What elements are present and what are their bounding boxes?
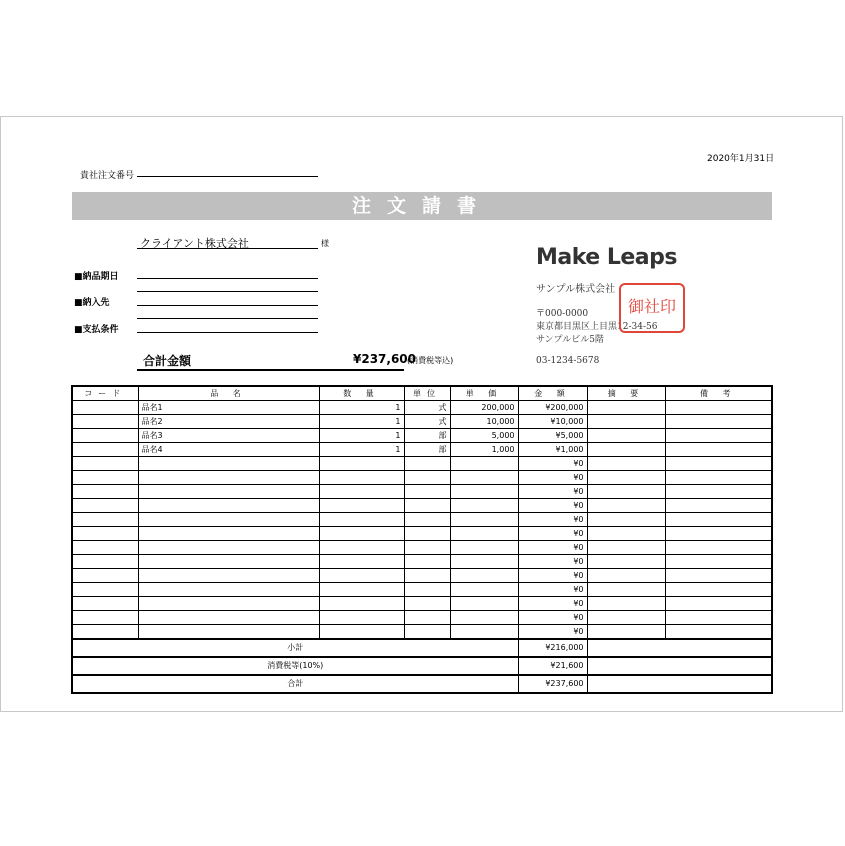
grand-total-value: ¥237,600 — [518, 675, 587, 693]
item-summary — [587, 555, 665, 569]
item-unit-price — [450, 499, 518, 513]
item-quantity: 1 — [319, 415, 404, 429]
item-quantity — [319, 527, 404, 541]
issuer-postal: 〒000-0000 — [536, 309, 589, 319]
item-summary — [587, 429, 665, 443]
item-summary — [587, 625, 665, 640]
item-remarks — [665, 625, 772, 640]
item-unit — [404, 485, 450, 499]
item-unit: 式 — [404, 401, 450, 415]
table-row — [72, 471, 772, 485]
item-unit-price — [450, 471, 518, 485]
item-amount: ¥1,000 — [518, 443, 587, 457]
table-row — [72, 625, 772, 640]
item-remarks — [665, 569, 772, 583]
item-unit-price — [450, 513, 518, 527]
item-remarks — [665, 499, 772, 513]
table-row — [72, 583, 772, 597]
item-name — [138, 513, 319, 527]
item-amount: ¥0 — [518, 597, 587, 611]
tax-included-note: (消費税等込) — [407, 356, 454, 365]
honorific: 様 — [321, 239, 329, 248]
item-quantity — [319, 499, 404, 513]
item-remarks — [665, 401, 772, 415]
subtotal-value: ¥216,000 — [518, 639, 587, 657]
item-quantity — [319, 513, 404, 527]
table-row — [72, 401, 772, 415]
item-amount: ¥0 — [518, 569, 587, 583]
item-summary — [587, 443, 665, 457]
item-remarks — [665, 429, 772, 443]
item-summary — [587, 415, 665, 429]
item-quantity — [319, 583, 404, 597]
delivery-date-line — [137, 278, 318, 279]
item-unit-price — [450, 457, 518, 471]
table-row — [72, 485, 772, 499]
item-unit-price — [450, 541, 518, 555]
item-remarks — [665, 485, 772, 499]
item-unit-price: 10,000 — [450, 415, 518, 429]
order-number-line — [137, 176, 318, 177]
client-name: クライアント株式会社 — [140, 237, 249, 250]
item-quantity — [319, 555, 404, 569]
item-summary — [587, 597, 665, 611]
item-unit-price — [450, 569, 518, 583]
issuer-address-1: 東京都目黒区上目黒12-34-56 — [536, 322, 658, 332]
item-code — [72, 555, 138, 569]
item-unit — [404, 597, 450, 611]
item-quantity — [319, 541, 404, 555]
item-name — [138, 457, 319, 471]
item-code — [72, 527, 138, 541]
item-amount: ¥0 — [518, 513, 587, 527]
tax-label: 消費税等(10%) — [72, 657, 518, 675]
item-unit — [404, 457, 450, 471]
issue-date: 2020年1月31日 — [707, 154, 775, 164]
delivery-place-line-2 — [137, 318, 318, 319]
item-name — [138, 569, 319, 583]
item-summary — [587, 611, 665, 625]
item-unit — [404, 527, 450, 541]
item-summary — [587, 499, 665, 513]
item-name — [138, 499, 319, 513]
item-name — [138, 583, 319, 597]
item-name: 品名1 — [138, 401, 319, 415]
item-name: 品名2 — [138, 415, 319, 429]
tax-row — [72, 657, 772, 675]
item-name — [138, 555, 319, 569]
delivery-place-line — [137, 305, 318, 306]
header-amount: 金 額 — [518, 386, 587, 401]
delivery-date-label: ■納品期日 — [74, 272, 119, 282]
item-summary — [587, 513, 665, 527]
item-quantity: 1 — [319, 401, 404, 415]
item-remarks — [665, 527, 772, 541]
tax-blank — [587, 657, 772, 675]
table-row — [72, 499, 772, 513]
tax-value: ¥21,600 — [518, 657, 587, 675]
item-remarks — [665, 597, 772, 611]
item-amount: ¥10,000 — [518, 415, 587, 429]
item-name: 品名4 — [138, 443, 319, 457]
item-code — [72, 415, 138, 429]
item-summary — [587, 485, 665, 499]
item-unit — [404, 499, 450, 513]
item-name — [138, 611, 319, 625]
item-unit — [404, 569, 450, 583]
item-name: 品名3 — [138, 429, 319, 443]
payment-terms-label: ■支払条件 — [74, 325, 119, 335]
item-unit-price: 200,000 — [450, 401, 518, 415]
item-code — [72, 611, 138, 625]
item-code — [72, 457, 138, 471]
delivery-place-label: ■納入先 — [74, 298, 110, 308]
item-quantity — [319, 471, 404, 485]
header-remarks: 備 考 — [665, 386, 772, 401]
item-unit-price — [450, 527, 518, 541]
item-unit — [404, 611, 450, 625]
item-quantity: 1 — [319, 429, 404, 443]
item-unit — [404, 583, 450, 597]
item-name — [138, 471, 319, 485]
delivery-date-line-2 — [137, 291, 318, 292]
payment-terms-line — [137, 332, 318, 333]
item-remarks — [665, 513, 772, 527]
issuer-address-2: サンプルビル5階 — [536, 335, 604, 345]
item-code — [72, 513, 138, 527]
order-confirmation-sheet — [0, 116, 843, 712]
item-code — [72, 471, 138, 485]
item-amount: ¥5,000 — [518, 429, 587, 443]
table-row — [72, 429, 772, 443]
item-summary — [587, 569, 665, 583]
grand-total-row — [72, 675, 772, 693]
item-name — [138, 485, 319, 499]
item-code — [72, 429, 138, 443]
item-name — [138, 597, 319, 611]
item-unit-price — [450, 485, 518, 499]
item-code — [72, 625, 138, 640]
item-unit — [404, 625, 450, 640]
subtotal-row — [72, 639, 772, 657]
header-code: コード — [72, 386, 138, 401]
item-summary — [587, 471, 665, 485]
item-unit: 部 — [404, 429, 450, 443]
table-row — [72, 457, 772, 471]
item-unit-price — [450, 625, 518, 640]
item-unit-price — [450, 597, 518, 611]
document-title: 注文請書 — [72, 192, 772, 220]
item-remarks — [665, 415, 772, 429]
item-quantity — [319, 611, 404, 625]
total-amount-label: 合計金額 — [143, 354, 192, 368]
item-summary — [587, 583, 665, 597]
item-unit-price: 5,000 — [450, 429, 518, 443]
item-summary — [587, 457, 665, 471]
item-amount: ¥200,000 — [518, 401, 587, 415]
grand-total-blank — [587, 675, 772, 693]
item-name — [138, 541, 319, 555]
order-number-label: 貴社注文番号 — [80, 171, 135, 181]
table-row — [72, 443, 772, 457]
item-summary — [587, 401, 665, 415]
item-amount: ¥0 — [518, 611, 587, 625]
item-code — [72, 485, 138, 499]
item-unit-price — [450, 583, 518, 597]
item-summary — [587, 541, 665, 555]
makeleaps-logo: Make Leaps — [536, 245, 677, 270]
item-unit — [404, 471, 450, 485]
item-code — [72, 401, 138, 415]
header-quantity: 数 量 — [319, 386, 404, 401]
grand-total-label: 合計 — [72, 675, 518, 693]
header-unit: 単位 — [404, 386, 450, 401]
item-code — [72, 499, 138, 513]
item-unit: 部 — [404, 443, 450, 457]
item-unit-price: 1,000 — [450, 443, 518, 457]
total-amount-value: ¥237,600 — [353, 352, 417, 366]
item-unit-price — [450, 611, 518, 625]
item-name — [138, 527, 319, 541]
item-remarks — [665, 555, 772, 569]
header-item-name: 品 名 — [138, 386, 319, 401]
item-code — [72, 597, 138, 611]
table-row — [72, 541, 772, 555]
item-code — [72, 583, 138, 597]
item-amount: ¥0 — [518, 583, 587, 597]
item-amount: ¥0 — [518, 555, 587, 569]
item-quantity — [319, 625, 404, 640]
table-row — [72, 611, 772, 625]
item-quantity — [319, 457, 404, 471]
item-quantity: 1 — [319, 443, 404, 457]
item-code — [72, 569, 138, 583]
items-table — [71, 385, 773, 694]
table-header-row — [72, 386, 772, 401]
header-unit-price: 単 価 — [450, 386, 518, 401]
item-remarks — [665, 611, 772, 625]
item-summary — [587, 527, 665, 541]
item-unit — [404, 541, 450, 555]
subtotal-blank — [587, 639, 772, 657]
item-amount: ¥0 — [518, 485, 587, 499]
table-row — [72, 569, 772, 583]
item-quantity — [319, 597, 404, 611]
issuer-phone: 03-1234-5678 — [536, 356, 600, 366]
subtotal-label: 小計 — [72, 639, 518, 657]
item-amount: ¥0 — [518, 625, 587, 640]
table-row — [72, 527, 772, 541]
table-row — [72, 555, 772, 569]
item-amount: ¥0 — [518, 457, 587, 471]
item-remarks — [665, 541, 772, 555]
total-amount-underline — [137, 369, 404, 371]
table-row — [72, 597, 772, 611]
item-name — [138, 625, 319, 640]
item-remarks — [665, 471, 772, 485]
item-quantity — [319, 569, 404, 583]
company-seal-stamp: 御社印 — [619, 283, 685, 333]
table-row — [72, 513, 772, 527]
item-amount: ¥0 — [518, 471, 587, 485]
table-row — [72, 415, 772, 429]
item-unit — [404, 555, 450, 569]
item-code — [72, 541, 138, 555]
item-amount: ¥0 — [518, 541, 587, 555]
item-remarks — [665, 457, 772, 471]
item-unit — [404, 513, 450, 527]
item-remarks — [665, 443, 772, 457]
item-amount: ¥0 — [518, 527, 587, 541]
header-summary: 摘 要 — [587, 386, 665, 401]
item-unit: 式 — [404, 415, 450, 429]
item-quantity — [319, 485, 404, 499]
client-name-line — [137, 248, 318, 249]
issuer-company: サンプル株式会社 — [536, 284, 616, 295]
item-remarks — [665, 583, 772, 597]
item-amount: ¥0 — [518, 499, 587, 513]
item-code — [72, 443, 138, 457]
item-unit-price — [450, 555, 518, 569]
